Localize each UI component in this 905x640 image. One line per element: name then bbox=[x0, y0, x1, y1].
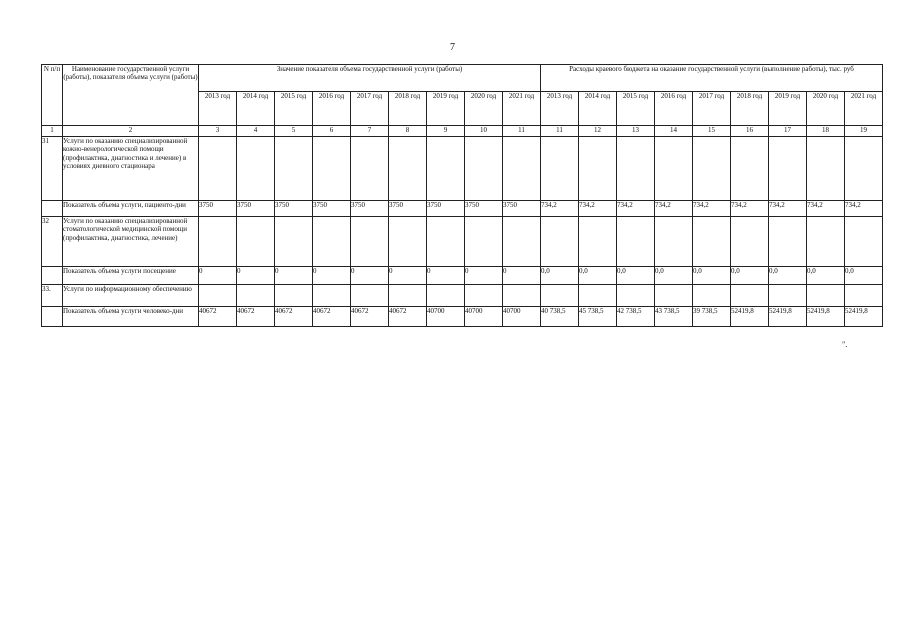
header-year-expense: 2014 год bbox=[579, 92, 617, 126]
volume-value: 3750 bbox=[275, 201, 313, 217]
expense-value: 42 738,5 bbox=[617, 307, 655, 327]
header-expense-group: Расходы краевого бюджета на оказание государственной услуги (выполнение работы), тыс. руб bbox=[541, 65, 883, 92]
volume-value bbox=[199, 217, 237, 267]
header-year-expense: 2016 год bbox=[655, 92, 693, 126]
volume-value bbox=[503, 285, 541, 307]
row-number: 33. bbox=[42, 285, 63, 307]
header-year-expense: 2021 год bbox=[845, 92, 883, 126]
service-row bbox=[42, 285, 883, 307]
volume-value bbox=[237, 217, 275, 267]
expense-value: 0,0 bbox=[579, 267, 617, 285]
volume-value bbox=[503, 217, 541, 267]
header-num: N п/п bbox=[42, 65, 63, 126]
header-year-volume: 2016 год bbox=[313, 92, 351, 126]
column-number: 11 bbox=[503, 126, 541, 137]
expense-value bbox=[769, 137, 807, 201]
volume-value: 40672 bbox=[351, 307, 389, 327]
expense-value: 0,0 bbox=[693, 267, 731, 285]
volume-value bbox=[427, 217, 465, 267]
column-number: 14 bbox=[655, 126, 693, 137]
expense-value bbox=[769, 217, 807, 267]
expense-value: 0,0 bbox=[655, 267, 693, 285]
volume-value: 3750 bbox=[351, 201, 389, 217]
header-year-expense: 2013 год bbox=[541, 92, 579, 126]
expense-value: 734,2 bbox=[769, 201, 807, 217]
expense-value bbox=[845, 217, 883, 267]
column-number: 8 bbox=[389, 126, 427, 137]
expense-value: 734,2 bbox=[693, 201, 731, 217]
header-year-volume: 2015 год bbox=[275, 92, 313, 126]
column-number: 5 bbox=[275, 126, 313, 137]
header-year-volume: 2014 год bbox=[237, 92, 275, 126]
row-name: Показатель объема услуги человеко-дни bbox=[63, 307, 199, 327]
volume-value: 0 bbox=[503, 267, 541, 285]
volume-value: 0 bbox=[199, 267, 237, 285]
header-year-expense: 2020 год bbox=[807, 92, 845, 126]
expense-value bbox=[617, 285, 655, 307]
service-row bbox=[42, 137, 883, 201]
expense-value bbox=[807, 217, 845, 267]
expense-value: 40 738,5 bbox=[541, 307, 579, 327]
row-name: Показатель объема услуги, пациенто-дни bbox=[63, 201, 199, 217]
volume-value: 3750 bbox=[427, 201, 465, 217]
column-number: 17 bbox=[769, 126, 807, 137]
expense-value bbox=[807, 285, 845, 307]
column-number: 10 bbox=[465, 126, 503, 137]
expense-value bbox=[731, 137, 769, 201]
header-year-volume: 2020 год bbox=[465, 92, 503, 126]
expense-value: 43 738,5 bbox=[655, 307, 693, 327]
header-year-volume: 2021 год bbox=[503, 92, 541, 126]
column-number: 11 bbox=[541, 126, 579, 137]
column-number: 2 bbox=[63, 126, 199, 137]
volume-value: 40672 bbox=[313, 307, 351, 327]
expense-value: 734,2 bbox=[845, 201, 883, 217]
footnote: ". bbox=[842, 340, 848, 349]
header-year-expense: 2018 год bbox=[731, 92, 769, 126]
expense-value: 0,0 bbox=[845, 267, 883, 285]
expense-value bbox=[541, 285, 579, 307]
column-number: 13 bbox=[617, 126, 655, 137]
volume-value: 3750 bbox=[237, 201, 275, 217]
expense-value bbox=[693, 137, 731, 201]
row-name: Услуги по информационному обеспечению bbox=[63, 285, 199, 307]
row-name: Услуги по оказанию специализированной кожно-венерологической помощи (профилактика, диагностика и лечение) в условиях дневного стационара bbox=[63, 137, 199, 201]
expense-value: 734,2 bbox=[807, 201, 845, 217]
volume-value bbox=[275, 217, 313, 267]
header-year-expense: 2015 год bbox=[617, 92, 655, 126]
expense-value bbox=[617, 217, 655, 267]
expense-value: 0,0 bbox=[617, 267, 655, 285]
expense-value: 52419,8 bbox=[845, 307, 883, 327]
column-number: 15 bbox=[693, 126, 731, 137]
row-number bbox=[42, 307, 63, 327]
header-year-volume: 2013 год bbox=[199, 92, 237, 126]
volume-value bbox=[275, 137, 313, 201]
expense-value bbox=[655, 285, 693, 307]
header-year-volume: 2017 год bbox=[351, 92, 389, 126]
volume-value bbox=[427, 137, 465, 201]
volume-value: 0 bbox=[351, 267, 389, 285]
indicator-row bbox=[42, 307, 883, 327]
column-number: 12 bbox=[579, 126, 617, 137]
services-table bbox=[41, 64, 883, 327]
expense-value: 52419,8 bbox=[807, 307, 845, 327]
row-number: 31 bbox=[42, 137, 63, 201]
row-name: Услуги по оказанию специализированной стоматологической медицинской помощи (профилактика, диагностика, лечение) bbox=[63, 217, 199, 267]
column-number: 19 bbox=[845, 126, 883, 137]
volume-value: 40700 bbox=[465, 307, 503, 327]
expense-value bbox=[845, 137, 883, 201]
expense-value bbox=[579, 285, 617, 307]
volume-value: 40672 bbox=[389, 307, 427, 327]
expense-value bbox=[579, 217, 617, 267]
expense-value: 0,0 bbox=[807, 267, 845, 285]
header-year-volume: 2019 год bbox=[427, 92, 465, 126]
volume-value bbox=[237, 285, 275, 307]
column-number: 6 bbox=[313, 126, 351, 137]
volume-value: 3750 bbox=[389, 201, 427, 217]
expense-value bbox=[541, 217, 579, 267]
expense-value bbox=[579, 137, 617, 201]
column-number: 18 bbox=[807, 126, 845, 137]
column-number: 9 bbox=[427, 126, 465, 137]
expense-value: 0,0 bbox=[731, 267, 769, 285]
volume-value: 40672 bbox=[199, 307, 237, 327]
volume-value: 0 bbox=[313, 267, 351, 285]
expense-value: 52419,8 bbox=[769, 307, 807, 327]
volume-value bbox=[237, 137, 275, 201]
volume-value: 0 bbox=[465, 267, 503, 285]
expense-value: 734,2 bbox=[541, 201, 579, 217]
column-number: 4 bbox=[237, 126, 275, 137]
expense-value: 45 738,5 bbox=[579, 307, 617, 327]
volume-value: 0 bbox=[427, 267, 465, 285]
volume-value: 3750 bbox=[199, 201, 237, 217]
expense-value bbox=[807, 137, 845, 201]
volume-value bbox=[503, 137, 541, 201]
volume-value bbox=[351, 285, 389, 307]
volume-value: 0 bbox=[389, 267, 427, 285]
volume-value: 0 bbox=[275, 267, 313, 285]
volume-value: 3750 bbox=[313, 201, 351, 217]
header-volume-group: Значение показателя объема государственной услуги (работы) bbox=[199, 65, 541, 92]
expense-value bbox=[731, 285, 769, 307]
volume-value bbox=[389, 285, 427, 307]
volume-value bbox=[465, 137, 503, 201]
expense-value: 734,2 bbox=[617, 201, 655, 217]
expense-value: 0,0 bbox=[541, 267, 579, 285]
volume-value: 0 bbox=[237, 267, 275, 285]
volume-value bbox=[427, 285, 465, 307]
header-year-expense: 2019 год bbox=[769, 92, 807, 126]
row-number: 32 bbox=[42, 217, 63, 267]
header-name: Наименование государственной услуги (работы), показателя объема услуги (работы) bbox=[63, 65, 199, 126]
volume-value bbox=[199, 285, 237, 307]
expense-value bbox=[769, 285, 807, 307]
row-name: Показатель объема услуги посещение bbox=[63, 267, 199, 285]
volume-value bbox=[351, 137, 389, 201]
expense-value bbox=[655, 217, 693, 267]
expense-value: 734,2 bbox=[579, 201, 617, 217]
expense-value bbox=[655, 137, 693, 201]
expense-value bbox=[731, 217, 769, 267]
volume-value bbox=[465, 217, 503, 267]
expense-value bbox=[541, 137, 579, 201]
expense-value: 0,0 bbox=[769, 267, 807, 285]
volume-value bbox=[313, 285, 351, 307]
volume-value bbox=[389, 217, 427, 267]
header-year-volume: 2018 год bbox=[389, 92, 427, 126]
volume-value: 40672 bbox=[237, 307, 275, 327]
volume-value bbox=[465, 285, 503, 307]
column-number: 3 bbox=[199, 126, 237, 137]
volume-value bbox=[389, 137, 427, 201]
volume-value bbox=[199, 137, 237, 201]
expense-value bbox=[693, 217, 731, 267]
expense-value bbox=[845, 285, 883, 307]
column-number: 16 bbox=[731, 126, 769, 137]
expense-value: 734,2 bbox=[655, 201, 693, 217]
column-number: 7 bbox=[351, 126, 389, 137]
volume-value bbox=[313, 217, 351, 267]
column-number: 1 bbox=[42, 126, 63, 137]
expense-value: 39 738,5 bbox=[693, 307, 731, 327]
volume-value: 40700 bbox=[503, 307, 541, 327]
indicator-row bbox=[42, 267, 883, 285]
volume-value bbox=[275, 285, 313, 307]
row-number bbox=[42, 267, 63, 285]
row-number bbox=[42, 201, 63, 217]
indicator-row bbox=[42, 201, 883, 217]
volume-value bbox=[351, 217, 389, 267]
expense-value: 52419,8 bbox=[731, 307, 769, 327]
volume-value: 3750 bbox=[503, 201, 541, 217]
expense-value bbox=[693, 285, 731, 307]
volume-value: 40672 bbox=[275, 307, 313, 327]
volume-value bbox=[313, 137, 351, 201]
expense-value: 734,2 bbox=[731, 201, 769, 217]
service-row bbox=[42, 217, 883, 267]
expense-value bbox=[617, 137, 655, 201]
header-year-expense: 2017 год bbox=[693, 92, 731, 126]
volume-value: 40700 bbox=[427, 307, 465, 327]
page-number: 7 bbox=[450, 42, 455, 53]
volume-value: 3750 bbox=[465, 201, 503, 217]
